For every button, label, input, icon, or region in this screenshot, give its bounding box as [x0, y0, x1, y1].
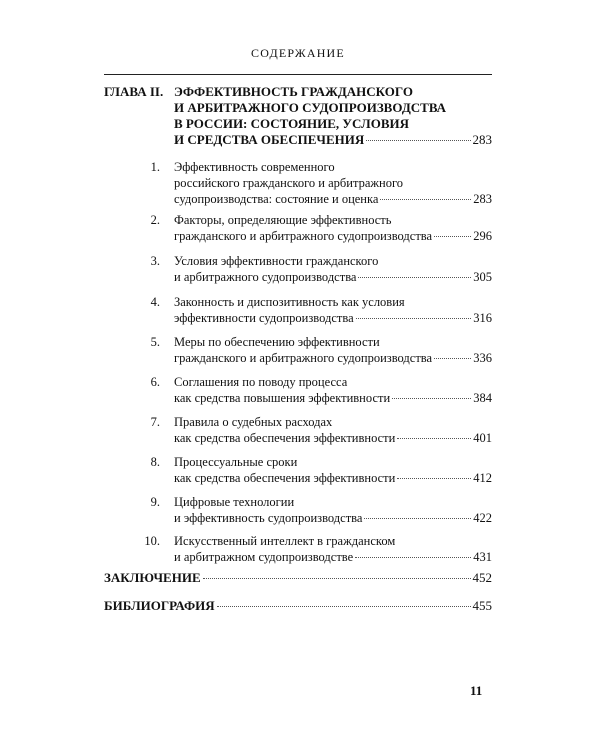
dot-leader — [397, 478, 471, 479]
dot-leader — [356, 318, 472, 319]
dot-leader — [364, 518, 471, 519]
entry-title-line: как средства повышения эффективности — [174, 391, 391, 405]
toc-entry-5[interactable] — [140, 334, 492, 366]
bibliography-page-number: 455 — [472, 598, 492, 613]
entry-title-line: гражданского и арбитражного судопроизводства — [174, 229, 433, 243]
chapter-title-line: И АРБИТРАЖНОГО СУДОПРОИЗВОДСТВА — [174, 100, 447, 115]
entry-number: 2. — [150, 213, 160, 227]
entry-number: 8. — [150, 455, 160, 469]
entry-title-line: Искусственный интеллект в гражданском — [174, 534, 396, 548]
chapter-label[interactable]: ГЛАВА II. — [104, 84, 164, 99]
entry-title-line: российского гражданского и арбитражного — [174, 176, 404, 190]
entry-title-line: Эффективность современного — [174, 160, 335, 174]
conclusion-page-number: 452 — [472, 570, 492, 585]
dot-leader — [434, 236, 471, 237]
page-number: 11 — [470, 683, 483, 698]
toc-entry-10[interactable] — [140, 533, 492, 565]
bibliography-label: БИБЛИОГРАФИЯ — [104, 598, 215, 613]
dot-leader — [397, 438, 471, 439]
toc-entry-2[interactable] — [140, 212, 492, 244]
entry-page-number: 431 — [473, 550, 492, 564]
entry-number: 4. — [150, 295, 160, 309]
entry-number: 9. — [150, 495, 160, 509]
chapter-title-line: И СРЕДСТВА ОБЕСПЕЧЕНИЯ — [174, 132, 365, 147]
chapter-title[interactable] — [174, 84, 492, 148]
dot-leader — [434, 358, 471, 359]
dot-leader — [358, 277, 471, 278]
dot-leader — [392, 398, 471, 399]
entry-number: 10. — [144, 534, 160, 548]
toc-entry-3[interactable] — [140, 253, 492, 285]
entry-title-line: Законность и диспозитивность как условия — [174, 295, 405, 309]
entry-title-line: судопроизводства: состояние и оценка — [174, 192, 379, 206]
entry-title-line: как средства обеспечения эффективности — [174, 471, 396, 485]
entry-title-line: гражданского и арбитражного судопроизводства — [174, 351, 433, 365]
chapter-page-number: 283 — [472, 132, 492, 147]
dot-leader — [355, 557, 471, 558]
entry-number: 3. — [150, 254, 160, 268]
entry-title-line: Меры по обеспечению эффективности — [174, 335, 380, 349]
header-rule — [104, 74, 492, 75]
entry-page-number: 316 — [473, 311, 492, 325]
entry-title-line: Условия эффективности гражданского — [174, 254, 379, 268]
conclusion-label: ЗАКЛЮЧЕНИЕ — [104, 570, 201, 585]
entry-page-number: 336 — [473, 351, 492, 365]
toc-entry-6[interactable] — [140, 374, 492, 406]
chapter-title-line: ЭФФЕКТИВНОСТЬ ГРАЖДАНСКОГО — [174, 84, 413, 99]
toc-entry-4[interactable] — [140, 294, 492, 326]
entry-number: 1. — [150, 160, 160, 174]
toc-conclusion[interactable] — [104, 570, 492, 586]
entry-title-line: Факторы, определяющие эффективность — [174, 213, 392, 227]
entry-page-number: 305 — [473, 270, 492, 284]
chapter-title-line: В РОССИИ: СОСТОЯНИЕ, УСЛОВИЯ — [174, 116, 410, 131]
entry-title-line: эффективности судопроизводства — [174, 311, 354, 325]
entry-number: 6. — [150, 375, 160, 389]
entry-number: 5. — [150, 335, 160, 349]
toc-entry-7[interactable] — [140, 414, 492, 446]
entry-page-number: 401 — [473, 431, 492, 445]
entry-page-number: 283 — [473, 192, 492, 206]
entry-page-number: 422 — [473, 511, 492, 525]
entry-title-line: Соглашения по поводу процесса — [174, 375, 348, 389]
entry-page-number: 384 — [473, 391, 492, 405]
entry-title-line: как средства обеспечения эффективности — [174, 431, 396, 445]
entry-title-line: Правила о судебных расходах — [174, 415, 333, 429]
entry-title-line: Процессуальные сроки — [174, 455, 298, 469]
entry-title-line: и эффективность судопроизводства — [174, 511, 363, 525]
running-header: СОДЕРЖАНИЕ — [251, 46, 345, 60]
toc-entry-8[interactable] — [140, 454, 492, 486]
dot-leader — [366, 140, 470, 141]
entry-title-line: Цифровые технологии — [174, 495, 295, 509]
entry-page-number: 412 — [473, 471, 492, 485]
dot-leader — [380, 199, 471, 200]
entry-title-line: и арбитражном судопроизводстве — [174, 550, 354, 564]
dot-leader — [217, 606, 471, 607]
toc-entry-9[interactable] — [140, 494, 492, 526]
toc-entry-1[interactable] — [140, 159, 492, 207]
toc-bibliography[interactable] — [104, 598, 492, 614]
entry-title-line: и арбитражного судопроизводства — [174, 270, 357, 284]
entry-number: 7. — [150, 415, 160, 429]
chapter-title-lastline — [174, 132, 492, 148]
entry-page-number: 296 — [473, 229, 492, 243]
dot-leader — [203, 578, 471, 579]
